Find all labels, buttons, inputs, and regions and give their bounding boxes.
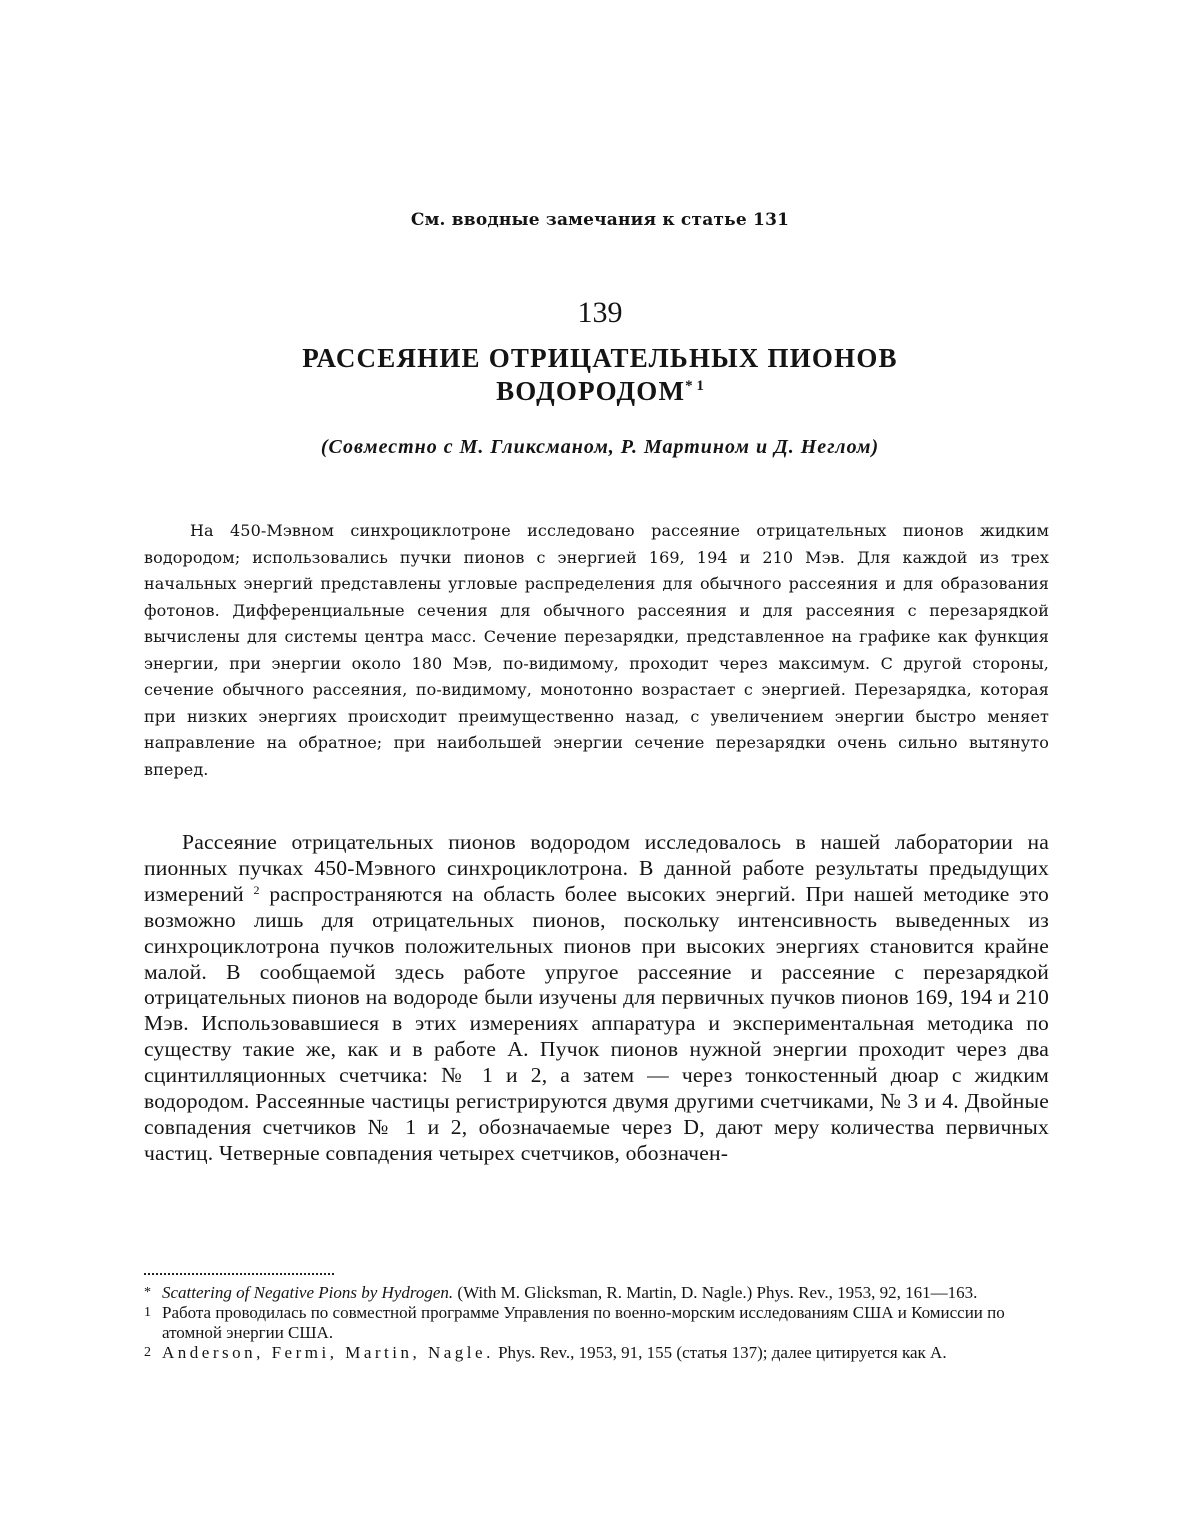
coauthors-line: (Совместно с М. Гликсманом, Р. Мартином и Д. Неглом) bbox=[320, 436, 880, 458]
title-footnote-marks: * 1 bbox=[685, 378, 704, 394]
original-title: Scattering of Negative Pions by Hydrogen. bbox=[162, 1283, 454, 1302]
title-line-1: РАССЕЯНИЕ ОТРИЦАТЕЛЬНЫХ ПИОНОВ bbox=[302, 343, 898, 373]
footnote-mark: 2 bbox=[144, 1345, 151, 1360]
footnote-authors: Anderson, Fermi, Martin, Nagle. bbox=[162, 1343, 494, 1362]
footnote-2 bbox=[144, 1343, 1049, 1363]
reference-mark: 2 bbox=[253, 882, 260, 897]
footnotes bbox=[144, 1283, 1049, 1363]
footnote-text: (With M. Glicksman, R. Martin, D. Nagle.) Phys. Rev., 1953, 92, 161—163. bbox=[457, 1283, 978, 1302]
article-number: 139 bbox=[577, 296, 623, 329]
body-text bbox=[144, 830, 1049, 1167]
body-part-2: распространяются на область более высоких энергий. При нашей методике это возможно лишь для отрицательных пионов, поскольку интенсивность выведенных из синхроциклотрона пучков положительных пионов при высоких энергиях становится крайне малой. В сообщаемой здесь работе упругое рассеяние и рассеяние с перезарядкой отрицательных пионов на водороде были изучены для первичных пучков пионов 169, 194 и 210 Мэв. Использовавшиеся в этих измерениях аппаратура и экспериментальная методика по существу такие же, как и в работе А. Пучок пионов нужной энергии проходит через два сцинтилляционных счетчика: № 1 и 2, а затем — через тонкостенный дюар с жидким водородом. Рассеянные частицы регистрируются двумя другими счетчиками, № 3 и 4. Двойные совпадения счетчиков № 1 и 2, обозначаемые через D, дают меру количества первичных частиц. Четверные совпадения четырех счетчиков, обозначен- bbox=[144, 881, 1049, 1165]
footnote-mark: * bbox=[144, 1285, 151, 1300]
see-note: См. вводные замечания к статье 131 bbox=[410, 210, 790, 230]
footnote-star bbox=[144, 1283, 1049, 1303]
body-part-1: Рассеяние отрицательных пионов водородом исследовалось в нашей лаборатории на пионных пучках 450-Мэвного синхроциклотрона. В данной работе результаты предыдущих измерений bbox=[144, 830, 1049, 906]
title-line-2: ВОДОРОДОМ bbox=[496, 376, 686, 406]
footnote-text: Phys. Rev., 1953, 91, 155 (статья 137); далее цитируется как А. bbox=[498, 1343, 947, 1362]
footnote-1 bbox=[144, 1303, 1049, 1343]
article-title bbox=[0, 342, 1200, 408]
abstract: На 450-Мэвном синхроциклотроне исследовано рассеяние отрицательных пионов жидким водородом; использовались пучки пионов с энергией 169, 194 и 210 Мэв. Для каждой из трех начальных энергий представлены угловые распределения для обычного рассеяния и для образования фотонов. Дифференциальные сечения для обычного рассеяния и для рассеяния с перезарядкой вычислены для системы центра масс. Сечение перезарядки, представленное на графике как функция энергии, при энергии около 180 Мэв, по-видимому, проходит через максимум. С другой стороны, сечение обычного рассеяния, по-видимому, монотонно возрастает с энергией. Перезарядка, которая при низких энергиях происходит преимущественно назад, с увеличением энергии быстро меняет направление на обратное; при наибольшей энергии сечение перезарядки очень сильно вытянуто вперед. bbox=[144, 521, 1049, 779]
footnote-divider bbox=[144, 1273, 334, 1275]
footnote-text: Работа проводилась по совместной программе Управления по военно-морским исследованиям США и Комиссии по атомной энергии США. bbox=[162, 1303, 1005, 1342]
footnote-mark: 1 bbox=[144, 1305, 151, 1320]
